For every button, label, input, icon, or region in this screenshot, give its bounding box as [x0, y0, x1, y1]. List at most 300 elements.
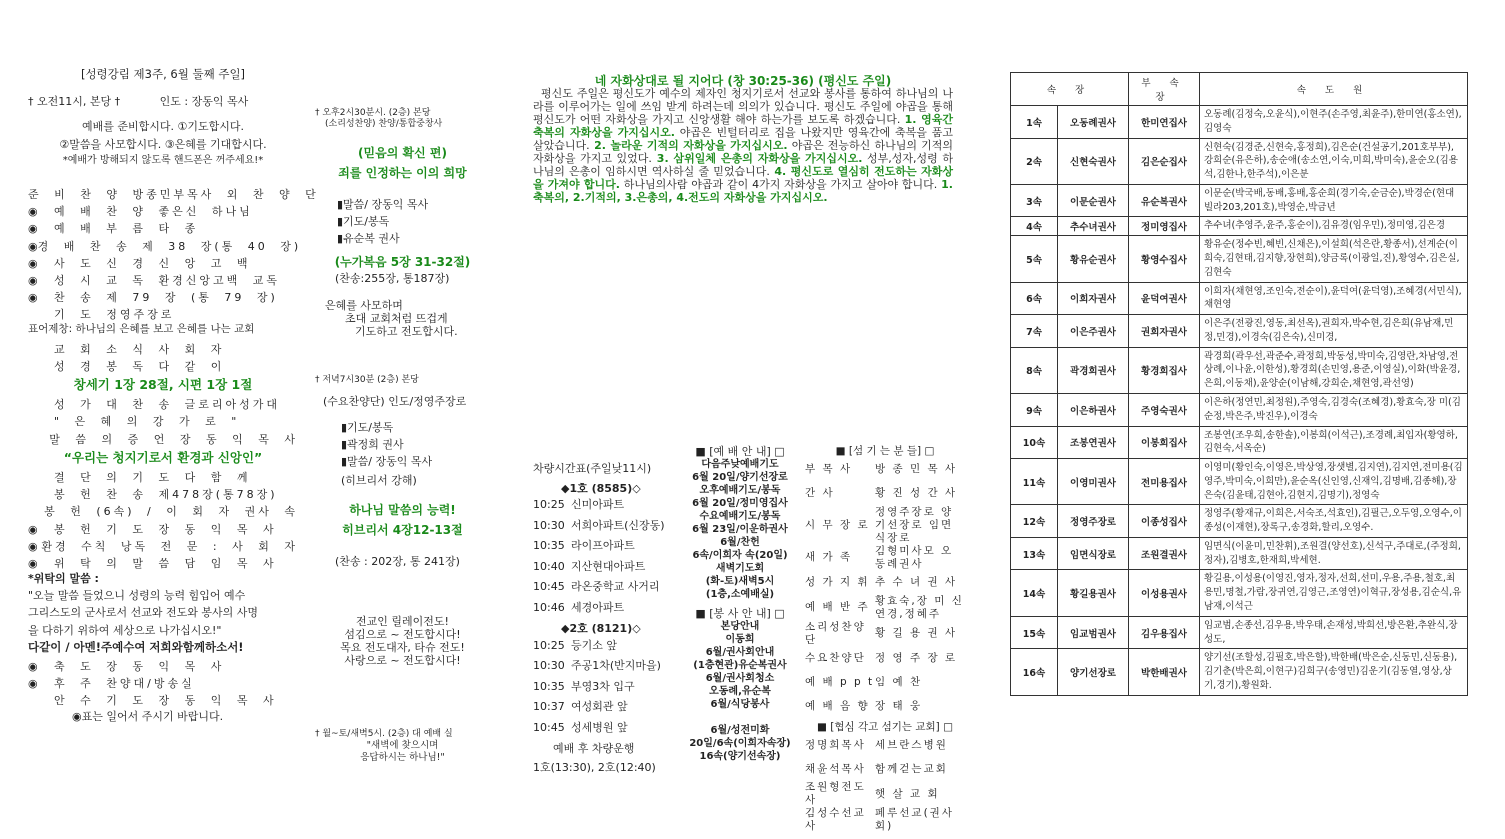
order-item [28, 486, 298, 503]
list-item: 20일/6속(이희자속장) [689, 738, 791, 750]
cell-members: 조봉연(조우희,송한솔),이봉희(이석근),조경례,최입자(황영하,김현숙,서옥순) [1200, 426, 1468, 459]
dawn-line-2: 응답하시는 하나님!" [360, 751, 445, 763]
prep-line-2: ②말씀을 사모합시다. ③은혜를 기대합시다. [59, 137, 267, 151]
afternoon-verse-1: 은혜를 사모하며 [325, 298, 403, 312]
stand-mark: ◉ [28, 556, 38, 570]
table-row [1011, 315, 1468, 348]
afternoon-hymn: (찬송:255장, 통187장) [335, 271, 450, 285]
minister-name: 김형미사모 오동례권사 [875, 544, 954, 570]
cell-members: 오동례(김정숙,오윤식),이현주(손주영,최윤주),한미연(홍소연),김영숙 [1200, 106, 1468, 139]
order-item-text: 기 도 정영주장로 [54, 308, 175, 322]
evangelism-2: 섬김으로 ~ 전도합시다! [344, 627, 461, 641]
minister-row [805, 545, 965, 571]
list-item: 6월/권사회안내 [705, 647, 775, 659]
worship-guide-header: ■ [예 배 안 내] □ [695, 445, 785, 458]
afternoon-verse-2: 초대 교회처럼 뜨겁게 [345, 312, 448, 326]
table-body [1011, 106, 1468, 696]
minister-role: 조원형전도사 [805, 781, 866, 807]
cell-members: 양기선(조할성,김필호,박은할),박한배(박은순,신동민,신동용),김기춘(박은희,이현구)김희구(송영민)김운기(김동열,영상,상기,경기),황원화. [1200, 649, 1468, 695]
cell-members: 임면식(이윤미,민찬휘),조원결(양선호),신석구,주대로,(주정희,정자),김병호,한재희,박세현. [1200, 537, 1468, 570]
table-row [1011, 236, 1468, 282]
stand-mark [28, 469, 54, 486]
bus-stop [533, 718, 683, 739]
list-item [680, 711, 800, 724]
order-item-text: 찬 송 제 79 장 (통 79 장) [54, 291, 278, 305]
evening-title: 하나님 말씀의 능력! [349, 502, 456, 517]
minister-name: 황 진 성 간 사 [875, 487, 958, 500]
stop-time: 10:35 [533, 539, 565, 553]
service-guide-header: ■ [봉 사 안 내] □ [695, 607, 785, 621]
items-list-2 [28, 341, 298, 375]
cell-sub-leader: 황경희집사 [1129, 347, 1200, 393]
stand-mark [28, 358, 54, 375]
cell-leader: 황길용권사 [1058, 570, 1129, 616]
table-header-row [1011, 73, 1468, 106]
minister-name: 방 종 민 목 사 [875, 463, 958, 476]
list-item: 6월 20일/양기선장로 [692, 472, 788, 484]
cell-leader: 임면식장로 [1058, 537, 1129, 570]
service-guide-lines [680, 620, 800, 763]
point-4: 4. 평신도로 열심히 전도하는 자화상을 가져야 합니다. [533, 165, 953, 192]
ministers [805, 445, 965, 833]
service-header: [성령강림 제3주, 6월 둘째 주일] [80, 67, 246, 81]
stop-time: 10:45 [533, 720, 565, 734]
worship-guide-lines [680, 458, 800, 601]
bus-stop [533, 495, 683, 516]
cell-number: 7속 [1011, 315, 1058, 348]
cell-sub-leader: 한미연집사 [1129, 106, 1200, 139]
cell-number: 5속 [1011, 236, 1058, 282]
minister-row [805, 595, 965, 621]
devotional [533, 74, 953, 205]
minister-role: 간 사 [805, 487, 835, 500]
order-item-text: 안 수 기 도 장 동 익 목 사 [54, 694, 277, 708]
stand-mark: ◉ [28, 539, 38, 553]
ministers-header: ■ [섬 기 는 분 들] □ [835, 445, 935, 457]
list-item: 새벽기도회 [715, 563, 765, 575]
list-item: (화-토)새벽5시 [705, 576, 775, 588]
point-1: 1. 영육간 축복의 자화상을 가지십시오. [533, 113, 954, 140]
items-list-5 [28, 658, 298, 710]
cell-number: 16속 [1011, 649, 1058, 695]
stop-place: 여성회관 앞 [571, 700, 628, 714]
minister-row [805, 757, 965, 781]
minister-name: 정 영 주 장 로 [875, 652, 958, 665]
col-header-members: 속 도 원 [1200, 73, 1468, 106]
minister-name: 황 길 용 권 사 [875, 627, 958, 640]
minister-role: 정명희목사 [805, 738, 866, 751]
stand-mark [28, 503, 44, 520]
list-item: ▮말씀/ 장동익 목사 [341, 454, 433, 468]
stand-mark: ◉ [28, 239, 38, 253]
evangelism-4: 사랑으로 ~ 전도합시다! [344, 654, 461, 668]
order-item-text: 경 배 찬 송 제 38 장(통 40 장) [37, 239, 302, 253]
col-header-leader: 속 장 [1011, 73, 1129, 106]
cell-leader: 임교범권사 [1058, 616, 1129, 649]
cell-number: 13속 [1011, 537, 1058, 570]
col-header-sub: 부 속 장 [1129, 73, 1200, 106]
cell-leader: 황유순권사 [1058, 236, 1129, 282]
minister-name: 추 수 녀 권 사 [875, 576, 958, 589]
stand-mark: ◉ [28, 273, 38, 287]
order-item [28, 413, 298, 430]
order-item-text: 교 회 소 식 사 회 자 [54, 342, 225, 356]
motto-line: 표어제창: 하나님의 은혜를 보고 은혜를 나는 교회 [28, 323, 255, 336]
cell-number: 2속 [1011, 138, 1058, 184]
stand-mark [28, 306, 54, 323]
dawn-time: † 월~토/새벽5시. (2층) 대 예배 실 [315, 729, 453, 740]
cell-number: 6속 [1011, 282, 1058, 315]
minister-row [805, 733, 965, 757]
bus-stop [533, 557, 683, 578]
devotional-title: 네 자화상대로 될 지어다 (창 30:25-36) (평신도 주일) [594, 74, 892, 88]
order-item [28, 203, 298, 220]
evening-sub: (히브리서 강해) [341, 473, 417, 487]
minister-row [805, 671, 965, 695]
list-item: ▮유순복 권사 [337, 232, 400, 246]
order-item [28, 658, 298, 675]
commission-label: *위탁의 말씀 : [28, 572, 99, 586]
cell-leader: 이문순권사 [1058, 184, 1129, 217]
shuttle-schedule [533, 462, 683, 774]
cell-leader: 추수녀권사 [1058, 217, 1129, 236]
order-item [28, 289, 298, 306]
cell-number: 3속 [1011, 184, 1058, 217]
cell-sub-leader: 이봉희집사 [1129, 426, 1200, 459]
minister-row [805, 482, 965, 506]
cell-sub-leader: 김은순집사 [1129, 138, 1200, 184]
evening-scripture: 히브리서 4장12-13절 [342, 523, 463, 538]
minister-row [805, 781, 965, 807]
commission-text-2: 그리스도의 군사로서 선교와 전도와 봉사의 사명 [28, 606, 259, 620]
minister-name: 정영주장로 양기선장로 임면식장로 [875, 505, 954, 544]
list-item: 이동희 [725, 634, 755, 646]
cell-leader: 이희자권사 [1058, 282, 1129, 315]
minister-row [805, 506, 965, 545]
table-row [1011, 649, 1468, 695]
list-item: 수요예배기도/봉독 [699, 511, 781, 523]
table-row [1011, 138, 1468, 184]
bus-stop [533, 656, 683, 677]
table-row [1011, 106, 1468, 139]
cell-number: 15속 [1011, 616, 1058, 649]
point-4-text: 하나님의사람 야곱과 같이 4가지 자화상을 가지고 살아야 합니다. [619, 178, 942, 192]
list-item: 6월/권사회청소 [705, 673, 775, 685]
stand-mark [28, 486, 54, 503]
evening-leader: (수요찬양단) 인도/정영주장로 [323, 395, 467, 409]
cell-members: 이희자(채현영,조인숙,전순이),윤덕여(윤덕영),조혜경(서민식),채현영 [1200, 282, 1468, 315]
stand-mark: ◉ [28, 291, 38, 305]
minister-role: 수요찬양단 [805, 652, 866, 665]
minister-role: 소리성찬양단 [805, 620, 866, 646]
stop-time: 10:40 [533, 559, 565, 573]
order-item-text: 봉 헌 찬 송 제478장(통78장) [54, 488, 278, 502]
dawn-line-1: "새벽에 찾으시며 [366, 740, 439, 752]
stop-time: 10:25 [533, 498, 565, 512]
cell-members: 황길용,이성용(이영진,영자,정자,선희,선미,우용,주용,철호,최용민,명철,가람,장귀연,김영근,조영연)이혁규,장성용,김순식,유남재,이석근 [1200, 570, 1468, 616]
minister-row [805, 647, 965, 671]
after-service-label: 예배 후 차량운행 [553, 742, 635, 756]
cell-sub-leader: 이성용권사 [1129, 570, 1200, 616]
cell-leader: 곽경희권사 [1058, 347, 1129, 393]
cell-number: 8속 [1011, 347, 1058, 393]
minister-row [805, 695, 965, 719]
afternoon-place: (소리성찬양) 찬양/통합중창사 [325, 118, 443, 129]
order-item-text: 성 경 봉 독 다 같 이 [54, 359, 225, 373]
stop-place: 지산현대아파트 [571, 559, 646, 573]
minister-role: 예 배 음 향 [805, 700, 870, 713]
table-row [1011, 616, 1468, 649]
list-item: ▮기도/봉독 [341, 420, 394, 434]
order-item-text: 말 씀 의 증 언 장 동 익 목 사 [49, 432, 298, 446]
cell-leader: 정영주장로 [1058, 505, 1129, 538]
list-item: 16속(양기선속장) [699, 751, 781, 763]
stop-place: 등기소 앞 [571, 638, 618, 652]
minister-role: 성 가 지 휘 [805, 576, 870, 589]
table-row [1011, 459, 1468, 505]
afternoon-scripture: (누가복음 5장 31-32절) [334, 255, 471, 270]
order-item-text: 축 도 장 동 익 목 사 [54, 660, 225, 673]
cell-members: 추수녀(추영주,윤주,홍순이),김유경(임우민),정미영,김은경 [1200, 217, 1468, 236]
stand-mark: ◉ [28, 256, 38, 270]
service-leader: 인도 : 장동익 목사 [159, 95, 249, 109]
cell-leader: 양기선장로 [1058, 649, 1129, 695]
order-item-text: 후 주 찬양대/방송실 [54, 677, 195, 691]
order-item [28, 431, 298, 448]
afternoon-items [337, 196, 515, 247]
stand-mark: ◉ [28, 205, 38, 219]
minister-name: 함께걷는교회 [875, 762, 948, 775]
response-line: 다같이 / 아멘!주예수여 저희와함께하소서! [28, 639, 244, 654]
table-row [1011, 394, 1468, 427]
order-item-text: 예 배 찬 양 좋은신 하나님 [54, 205, 253, 219]
cell-number: 14속 [1011, 570, 1058, 616]
list-item: 본당안내 [720, 621, 760, 633]
stop-place: 신미아파트 [571, 498, 625, 512]
cell-sub-leader: 주영숙권사 [1129, 394, 1200, 427]
table-row [1011, 347, 1468, 393]
stand-mark [28, 396, 54, 413]
bus-stop [533, 636, 683, 657]
minister-name: 황효숙,장 미 신연경,정혜주 [875, 594, 964, 620]
cell-members: 정영주(황재규,이희은,서숙조,석효인),김필근,오두영,오영수,이종성(이재현),장록구,송경화,할리,오영수. [1200, 505, 1468, 538]
stand-mark [28, 431, 49, 448]
shuttle-header: 차량시간표(주일낮11시) [533, 462, 652, 475]
bus-2-label: ◆2호 (8121)◇ [561, 622, 641, 636]
stop-time: 10:25 [533, 638, 565, 652]
stop-place: 부영3차 입구 [571, 679, 635, 693]
evening-hymn: (찬송 : 202장, 통 241장) [335, 555, 460, 569]
list-item: 6속/이희자 속(20일) [692, 550, 788, 562]
order-item-text: 성 시 교 독 환경신앙고백 교독 [54, 273, 280, 287]
stand-mark [28, 413, 54, 430]
devotional-body [533, 88, 953, 205]
cell-sub-leader: 황영수집사 [1129, 236, 1200, 282]
cell-leader: 이은하권사 [1058, 394, 1129, 427]
stop-place: 성세병원 앞 [571, 720, 628, 734]
table-row [1011, 537, 1468, 570]
commission-text-3: 을 다하기 위하여 세상으로 나가십시오!" [28, 623, 222, 637]
minister-name: 페루선교(권사회) [875, 807, 954, 833]
mission-rows [805, 733, 965, 833]
ministers-rows [805, 458, 965, 719]
minister-row [805, 807, 965, 833]
bus-stop [533, 536, 683, 557]
order-item [28, 186, 319, 203]
table-row [1011, 282, 1468, 315]
scripture-reference: 창세기 1장 28절, 시편 1장 1절 [73, 377, 253, 392]
cell-number: 1속 [1011, 106, 1058, 139]
cell-number: 12속 [1011, 505, 1058, 538]
sermon-title: “우리는 청지기로서 환경과 신앙인” [63, 449, 263, 465]
after-service-times: 1호(13:30), 2호(12:40) [533, 761, 656, 775]
minister-name: 임 예 찬 [875, 676, 923, 689]
bus-stop [533, 516, 683, 537]
stop-place: 라온중학교 사거리 [571, 580, 660, 594]
bus-1-stops [533, 495, 683, 618]
list-item: 오동례,유순복 [709, 686, 771, 698]
cell-leader: 이영미권사 [1058, 459, 1129, 505]
point-3-text: 성부,성자,성령 하나님의 은총이 임하시면 역사하실 줄 믿었습니다. [533, 152, 953, 179]
stop-place: 라이프아파트 [571, 539, 635, 553]
stand-mark: ◉ [28, 222, 38, 236]
table-row [1011, 217, 1468, 236]
prep-line-3: *예배가 방해되지 않도록 핸드폰은 꺼주세요!* [62, 154, 264, 166]
cell-sub-leader: 박한배권사 [1129, 649, 1200, 695]
devotional-intro: 평신도 주일은 평신도가 예수의 제자인 청지기로서 선교와 봉사를 통하여 하나님의 나라를 이루어가는 일에 쓰임 받게 하려는데 의의가 있습니다. 평신도 주일에 야곱을 통해 평신도가 어떤 자화상을 가지고 신앙생활 해야 하는가를 보도록 하겠습니다. [533, 87, 953, 127]
order-item-text: 봉 헌 (6속) / 이 회 자 권사 속 [44, 505, 298, 519]
cell-number: 9속 [1011, 394, 1058, 427]
table-row [1011, 505, 1468, 538]
minister-role: 김성수선교사 [805, 807, 866, 833]
stand-mark [28, 692, 54, 709]
cell-leader: 신현숙권사 [1058, 138, 1129, 184]
cell-sub-leader: 유순복권사 [1129, 184, 1200, 217]
stop-time: 10:30 [533, 659, 565, 673]
bus-2-stops [533, 636, 683, 739]
order-item [28, 555, 298, 572]
order-item [28, 306, 298, 323]
bus-stop [533, 677, 683, 698]
cell-group-table-wrap [1010, 72, 1468, 696]
order-item-text: 사 도 신 경 신 앙 고 백 [54, 256, 251, 270]
order-item [28, 255, 298, 272]
table-row [1011, 426, 1468, 459]
side-services [315, 108, 515, 763]
cell-sub-leader: 이종성집사 [1129, 505, 1200, 538]
cell-sub-leader: 윤덕여권사 [1129, 282, 1200, 315]
mission-header: ■ [협심 각고 섬기는 교회] □ [816, 720, 953, 733]
afternoon-series: (믿음의 확신 편) [358, 145, 447, 160]
list-item: 6월 23일/이운하권사 [692, 524, 788, 536]
commission-text-1: "오늘 말씀 들었으니 성령의 능력 힘입어 예수 [28, 589, 246, 603]
cell-sub-leader: 권희자권사 [1129, 315, 1200, 348]
stop-time: 10:30 [533, 518, 565, 532]
minister-row [805, 571, 965, 595]
minister-row [805, 621, 965, 647]
order-item [28, 341, 298, 358]
bus-1-label: ◆1호 (8585)◇ [561, 482, 641, 496]
order-item [28, 358, 298, 375]
order-item [28, 503, 298, 520]
cell-sub-leader: 김우용집사 [1129, 616, 1200, 649]
bus-stop [533, 598, 683, 619]
order-item [28, 521, 298, 538]
stand-mark: ◉ [28, 677, 38, 691]
stand-mark [28, 341, 54, 358]
cell-number: 10속 [1011, 426, 1058, 459]
minister-name: 세브란스병원 [875, 738, 948, 751]
afternoon-title: 죄를 인정하는 이의 희망 [338, 165, 467, 180]
stand-mark: ◉ [28, 522, 38, 536]
evening-time: † 저녁7시30분 (2층) 본당 [315, 374, 419, 385]
evangelism-1: 전교인 릴레이전도! [356, 614, 449, 628]
list-item: 6월/식당봉사 [710, 699, 770, 711]
list-item: 오후예배기도/봉독 [699, 485, 781, 497]
order-item-text: 위 탁 의 말 씀 담 임 목 사 [54, 556, 277, 570]
order-item [28, 272, 298, 289]
afternoon-time: † 오후2시30분시. (2층) 본당 [315, 108, 431, 118]
cell-number: 11속 [1011, 459, 1058, 505]
items-list-4 [28, 469, 298, 572]
order-item [28, 675, 298, 692]
point-summary: 1.축복의, 2.기적의, 3.은총의, 4.전도의 자화상을 가지십시오. [533, 178, 953, 205]
items-list-1 [28, 186, 319, 324]
minister-role: 새 가 족 [805, 551, 853, 564]
afternoon-verse-3: 기도하고 전도합시다. [355, 325, 458, 339]
minister-role: 예 배 p p t [805, 676, 875, 689]
point-1-text: 야곱은 빈털터리로 집을 나왔지만 영육간에 축복을 품고 살았습니다. [533, 126, 953, 153]
cell-leader: 이은주권사 [1058, 315, 1129, 348]
evangelism-3: 목요 전도대자, 타슈 전도! [340, 641, 465, 655]
list-item: (1층,소예배실) [705, 589, 775, 601]
order-item [28, 238, 302, 255]
stop-place: 세경아파트 [571, 600, 625, 614]
bus-stop [533, 577, 683, 598]
list-item: 6월 20일/정미영집사 [692, 498, 788, 510]
minister-role: 예 배 반 주 [805, 601, 870, 614]
cell-members: 신현숙(김경준,신현숙,홍정희),김은순(건설공기,201호부부),강희순(유은하),송순애(송소연,이숙,미희,박미숙),윤순오(김용석,김한나,한주석),이은분 [1200, 138, 1468, 184]
order-item-text: 결 단 의 기 도 다 함 께 [54, 470, 251, 484]
cell-group-table [1010, 72, 1468, 696]
stand-mark: ◉ [28, 660, 38, 673]
cell-members: 임교범,손종선,김우용,박우태,손재성,박희선,방은환,추완식,장성도, [1200, 616, 1468, 649]
order-item [28, 538, 298, 555]
evening-items [341, 419, 515, 470]
standing-note: ◉표는 일어서 주시기 바랍니다. [72, 709, 224, 723]
bus-stop [533, 697, 683, 718]
minister-row [805, 458, 965, 482]
stop-place: 서희아파트(신장동) [571, 518, 665, 532]
order-of-worship [28, 67, 319, 727]
list-item: ▮기도/봉독 [337, 215, 390, 229]
cell-number: 4속 [1011, 217, 1058, 236]
service-time: † 오전11시, 본당 † [28, 95, 121, 109]
order-item-text: " 은 혜 의 강 가 로 " [54, 415, 240, 429]
list-item: ▮곽정희 권사 [341, 437, 404, 451]
cell-members: 곽경희(곽우선,곽준수,곽정희,박동성,박미숙,김영란,차남영,전상례,이나윤,이한성),황경희(손민영,용준,이영실),이화(박윤경,은희,이동채),윤양순(이남해,강희순,채현영,곽선영) [1200, 347, 1468, 393]
list-item: 6월/성전미화 [710, 725, 770, 737]
point-2-text: 야곱은 전능하신 하나님의 기적의 자화상을 가지고 있었다. [533, 139, 953, 166]
cell-leader: 조봉연권사 [1058, 426, 1129, 459]
order-item-text: 준 비 찬 양 방종민부목사 외 찬 양 단 [28, 187, 319, 201]
order-item-text: 성 가 대 찬 송 글로리아성가대 [54, 398, 280, 412]
minister-role: 채윤석목사 [805, 762, 866, 775]
items-list-3 [28, 396, 298, 448]
point-3: 3. 삼위일체 은총의 자화상을 가지십시오. [651, 152, 863, 166]
point-2: 2. 놀라운 기적의 자화상을 가지십시오. [589, 139, 788, 153]
order-item [28, 220, 298, 237]
